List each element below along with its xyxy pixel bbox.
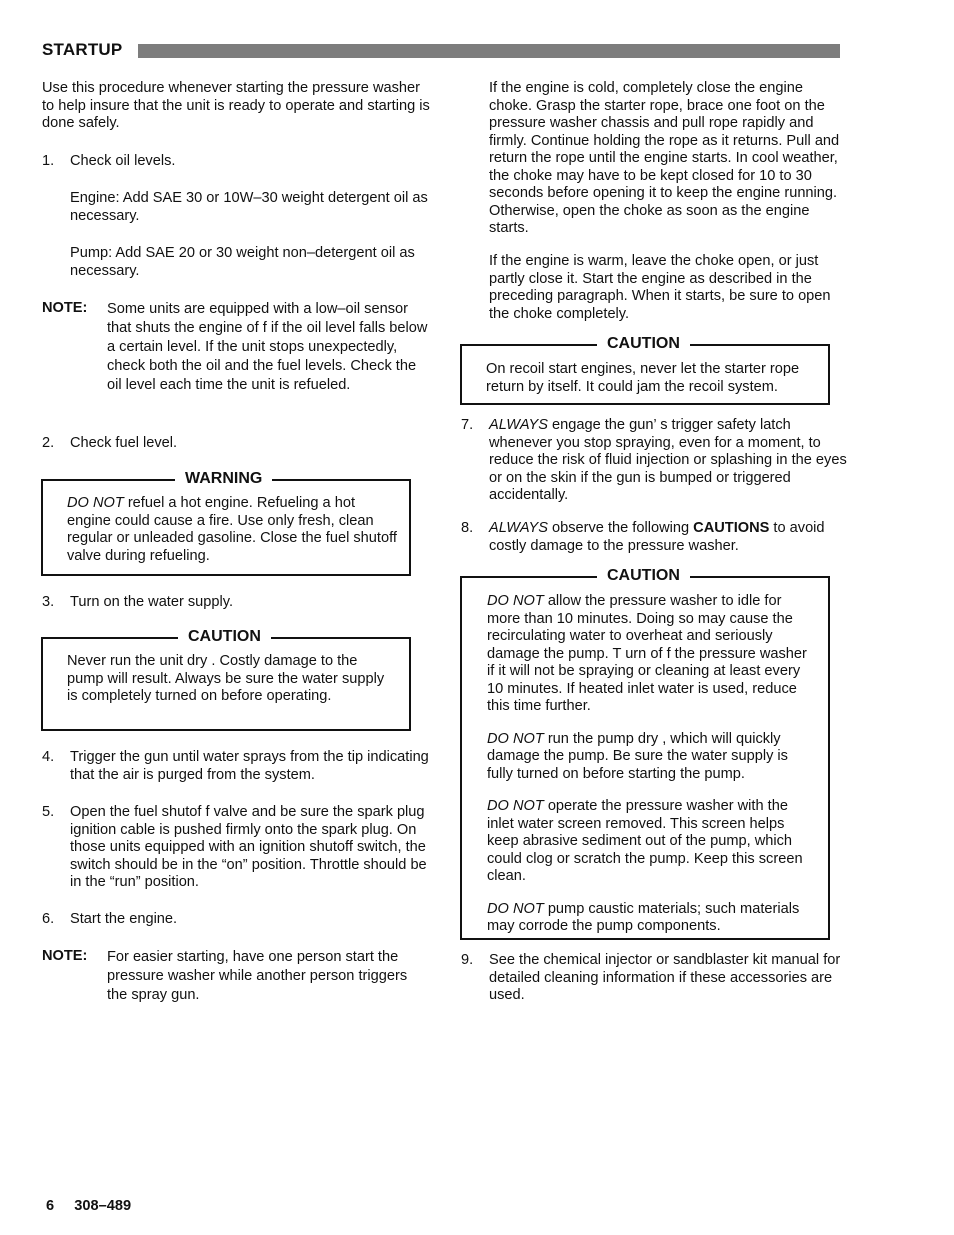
- step-text: Start the engine.: [70, 911, 178, 927]
- step-number: 6.: [42, 911, 55, 927]
- step-text: ALWAYS observe the following CAUTIONS to avoid costly damage to the pressure washer.: [489, 520, 825, 554]
- step-number: 5.: [42, 804, 55, 820]
- caution-heading: CAUTION: [597, 566, 690, 586]
- step-text: Trigger the gun until water sprays from the tip indicating that the air is purged from the system.: [70, 749, 429, 783]
- note-label: NOTE:: [42, 300, 88, 316]
- caution-text: Never run the unit dry . Costly damage to the pump will result. Always be sure the water supply is completely turned on before operating.: [67, 653, 385, 704]
- step-text: ALWAYS engage the gun’ s trigger safety latch whenever you stop spraying, even for a moment, to reduce the risk of fluid injection or splashing in the eyes or on the skin if the gun is bumped or triggered accidentally.: [489, 417, 847, 503]
- caution-heading: CAUTION: [597, 334, 690, 354]
- step-number: 7.: [461, 417, 474, 433]
- caution-paragraphs: [487, 593, 812, 936]
- note-label: NOTE:: [42, 948, 88, 964]
- page-footer: [46, 1198, 131, 1214]
- note-text: Some units are equipped with a low–oil sensor that shuts the engine of f if the oil level falls below a certain level. If the unit stops unexpectedly, check both the oil and the fuel levels. Check the oil level each time the unit is refueled.: [107, 301, 428, 393]
- warning-box: [41, 470, 411, 576]
- warning-emphasis: DO NOT: [67, 495, 124, 511]
- caution-paragraph-caustic: DO NOT pump caustic materials; such materials may corrode the pump components.: [487, 900, 800, 934]
- caution-box-water: [41, 628, 411, 731]
- caution-text: On recoil start engines, never let the starter rope return by itself. It could jam the recoil system.: [486, 361, 800, 395]
- section-title: STARTUP: [42, 40, 123, 59]
- warm-engine-paragraph: If the engine is warm, leave the choke open, or just partly close it. Start the engine as described in the preceding paragraph. When it starts, be sure to open the choke completely.: [489, 253, 831, 322]
- page-number: 6: [46, 1198, 55, 1214]
- step-number: 8.: [461, 520, 474, 536]
- warning-text: DO NOT refuel a hot engine. Refueling a hot engine could cause a fire. Use only fresh, clean regular or unleaded gasoline. Close the fuel shutoff valve during refueling.: [67, 495, 397, 564]
- engine-oil-text: Engine: Add SAE 30 or 10W–30 weight detergent oil as necessary.: [70, 190, 428, 224]
- step-text: See the chemical injector or sandblaster kit manual for detailed cleaning information if these accessories are used.: [489, 952, 841, 1003]
- note-easier-starting: [42, 948, 432, 1012]
- title-rule: [138, 44, 840, 58]
- pump-oil-text: Pump: Add SAE 20 or 30 weight non–detergent oil as necessary.: [70, 245, 415, 279]
- cold-engine-paragraph: If the engine is cold, completely close the engine choke. Grasp the starter rope, brace one foot on the pressure washer chassis and pull rope rapidly and firmly. Continue holding the rope as it returns. Pull and return the rope until the engine starts. In cool weather, the choke may have to be kept closed for 10 to 30 seconds before opening it to keep the engine running. Otherwise, open the choke as soon as the engine starts.: [489, 80, 840, 236]
- step-text: Check fuel level.: [70, 435, 178, 451]
- intro-paragraph: Use this procedure whenever starting the pressure washer to help insure that the unit is ready to operate and starting is done safely.: [42, 80, 430, 131]
- warning-heading: WARNING: [175, 469, 272, 489]
- step-text: Turn on the water supply.: [70, 594, 234, 610]
- note-oil-sensor: [42, 300, 432, 420]
- step-number: 1.: [42, 153, 55, 169]
- step-number: 9.: [461, 952, 474, 968]
- caution-box-recoil: [460, 335, 830, 405]
- note-text: For easier starting, have one person start the pressure washer while another person triggers the spray gun.: [107, 949, 408, 1003]
- caution-paragraph-dry: DO NOT run the pump dry , which will quickly damage the pump. Be sure the water supply is fully turned on before starting the pump.: [487, 730, 788, 782]
- step-text: Check oil levels.: [70, 153, 176, 169]
- caution-paragraph-idle: DO NOT allow the pressure washer to idle for more than 10 minutes. Doing so may cause the recirculating water to overheat and seriously damage the pump. T urn of f the pressure washer if it will not be spraying or cleaning at least every 10 minutes. If heated inlet water is used, reduce this time further.: [487, 593, 807, 714]
- caution-paragraph-screen: DO NOT operate the pressure washer with the inlet water screen removed. This screen helps keep abrasive sediment out of the pump, which could clog or scratch the pump. Keep this screen clean.: [487, 798, 803, 884]
- step-text: Open the fuel shutof f valve and be sure the spark plug ignition cable is pushed firmly onto the spark plug. On those units equipped with an ignition shutoff switch, the switch should be in the “on” position. Throttle should be in the “run” position.: [70, 804, 427, 890]
- step-number: 3.: [42, 594, 55, 610]
- step-number: 2.: [42, 435, 55, 451]
- step-number: 4.: [42, 749, 55, 765]
- caution-box-pump: [460, 567, 830, 940]
- document-number: 308–489: [74, 1198, 132, 1214]
- caution-heading: CAUTION: [178, 627, 271, 647]
